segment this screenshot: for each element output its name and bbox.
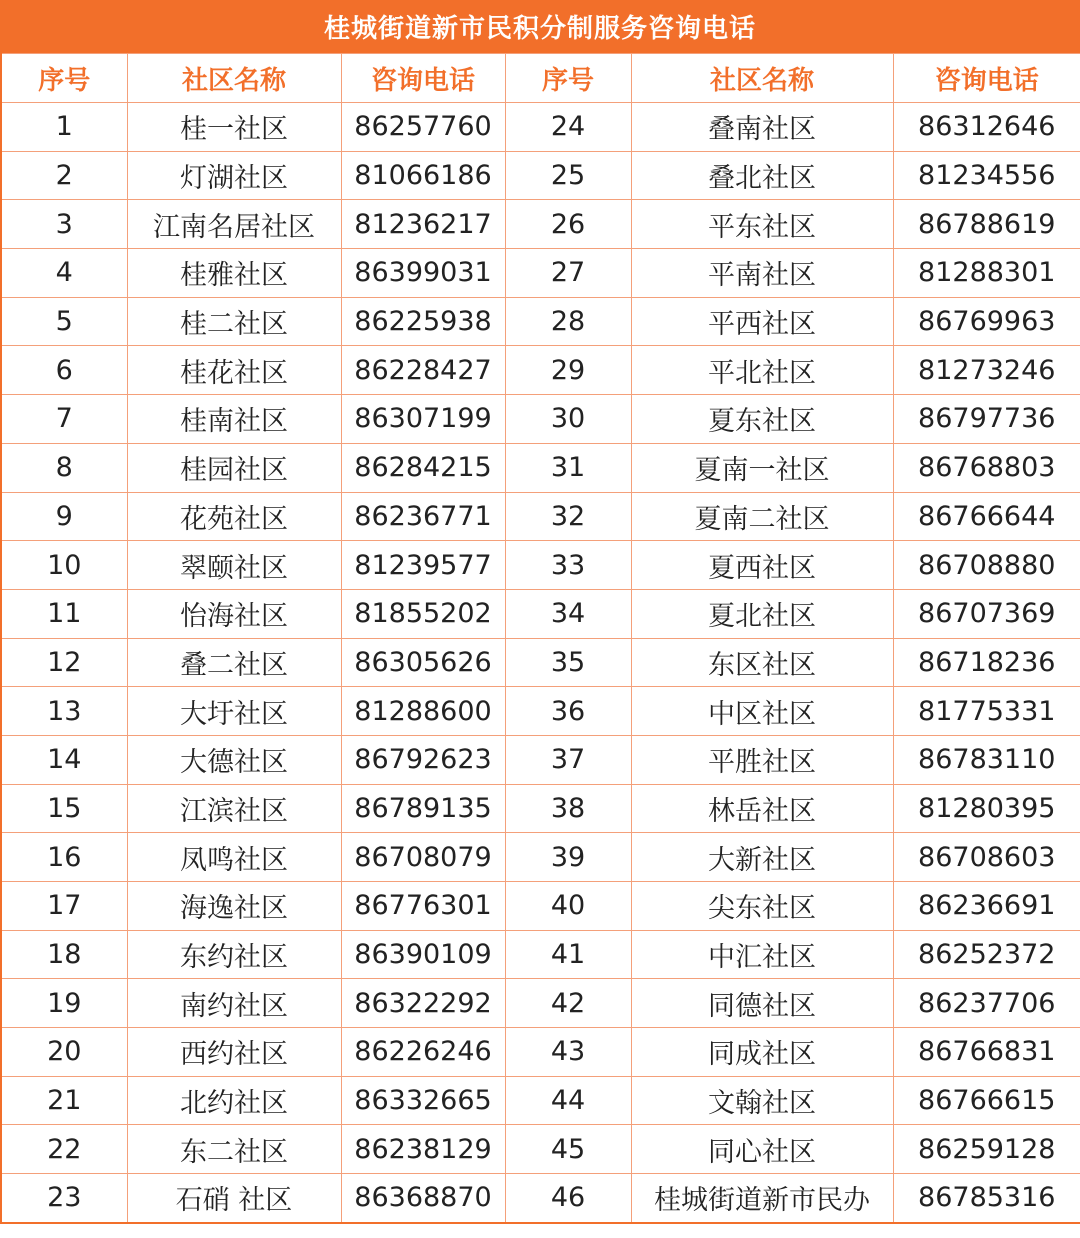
cell-phone: 86766644 xyxy=(893,492,1080,541)
cell-community-name: 桂一社区 xyxy=(127,103,341,152)
cell-index: 37 xyxy=(505,735,631,784)
cell-index: 34 xyxy=(505,589,631,638)
cell-phone: 86257760 xyxy=(341,103,505,152)
cell-phone: 86238129 xyxy=(341,1125,505,1174)
cell-phone: 86322292 xyxy=(341,979,505,1028)
cell-phone: 81288301 xyxy=(893,249,1080,298)
cell-index: 4 xyxy=(1,249,127,298)
header-community-name: 社区名称 xyxy=(127,54,341,103)
cell-index: 13 xyxy=(1,687,127,736)
cell-index: 40 xyxy=(505,882,631,931)
cell-index: 46 xyxy=(505,1174,631,1223)
cell-phone: 86783110 xyxy=(893,735,1080,784)
cell-phone: 86226246 xyxy=(341,1028,505,1077)
cell-community-name: 桂花社区 xyxy=(127,346,341,395)
cell-phone: 86708603 xyxy=(893,833,1080,882)
cell-index: 32 xyxy=(505,492,631,541)
cell-phone: 86766615 xyxy=(893,1076,1080,1125)
cell-phone: 81775331 xyxy=(893,687,1080,736)
cell-community-name: 桂园社区 xyxy=(127,443,341,492)
cell-index: 31 xyxy=(505,443,631,492)
header-phone: 咨询电话 xyxy=(893,54,1080,103)
cell-community-name: 东区社区 xyxy=(631,638,893,687)
cell-index: 23 xyxy=(1,1174,127,1223)
cell-community-name: 海逸社区 xyxy=(127,882,341,931)
table-row xyxy=(1,1076,1080,1125)
cell-phone: 86332665 xyxy=(341,1076,505,1125)
table-row xyxy=(1,687,1080,736)
cell-phone: 86307199 xyxy=(341,395,505,444)
cell-index: 3 xyxy=(1,200,127,249)
cell-phone: 86788619 xyxy=(893,200,1080,249)
cell-community-name: 叠二社区 xyxy=(127,638,341,687)
cell-phone: 86776301 xyxy=(341,882,505,931)
cell-community-name: 东二社区 xyxy=(127,1125,341,1174)
cell-index: 38 xyxy=(505,784,631,833)
cell-index: 14 xyxy=(1,735,127,784)
cell-index: 45 xyxy=(505,1125,631,1174)
cell-community-name: 桂雅社区 xyxy=(127,249,341,298)
cell-index: 28 xyxy=(505,297,631,346)
cell-community-name: 花苑社区 xyxy=(127,492,341,541)
table-row xyxy=(1,443,1080,492)
table-row xyxy=(1,833,1080,882)
contact-table xyxy=(0,53,1080,1224)
table-row xyxy=(1,1174,1080,1223)
cell-phone: 86237706 xyxy=(893,979,1080,1028)
cell-community-name: 尖东社区 xyxy=(631,882,893,931)
table-body xyxy=(1,103,1080,1223)
cell-phone: 81855202 xyxy=(341,589,505,638)
cell-phone: 81239577 xyxy=(341,541,505,590)
table-row xyxy=(1,638,1080,687)
cell-community-name: 文翰社区 xyxy=(631,1076,893,1125)
cell-index: 41 xyxy=(505,930,631,979)
cell-community-name: 南约社区 xyxy=(127,979,341,1028)
cell-phone: 86792623 xyxy=(341,735,505,784)
cell-phone: 81280395 xyxy=(893,784,1080,833)
cell-community-name: 叠北社区 xyxy=(631,151,893,200)
cell-phone: 86766831 xyxy=(893,1028,1080,1077)
cell-community-name: 桂二社区 xyxy=(127,297,341,346)
cell-index: 17 xyxy=(1,882,127,931)
cell-index: 20 xyxy=(1,1028,127,1077)
cell-index: 1 xyxy=(1,103,127,152)
cell-community-name: 大新社区 xyxy=(631,833,893,882)
cell-community-name: 中区社区 xyxy=(631,687,893,736)
cell-index: 24 xyxy=(505,103,631,152)
cell-index: 22 xyxy=(1,1125,127,1174)
cell-phone: 86708079 xyxy=(341,833,505,882)
cell-community-name: 江南名居社区 xyxy=(127,200,341,249)
table-row xyxy=(1,979,1080,1028)
cell-phone: 86399031 xyxy=(341,249,505,298)
cell-community-name: 平西社区 xyxy=(631,297,893,346)
cell-community-name: 北约社区 xyxy=(127,1076,341,1125)
cell-community-name: 夏西社区 xyxy=(631,541,893,590)
cell-community-name: 东约社区 xyxy=(127,930,341,979)
cell-index: 43 xyxy=(505,1028,631,1077)
table-row xyxy=(1,1125,1080,1174)
cell-index: 42 xyxy=(505,979,631,1028)
cell-phone: 86305626 xyxy=(341,638,505,687)
cell-index: 6 xyxy=(1,346,127,395)
table-row xyxy=(1,589,1080,638)
cell-phone: 86769963 xyxy=(893,297,1080,346)
cell-index: 11 xyxy=(1,589,127,638)
table-row xyxy=(1,930,1080,979)
cell-index: 16 xyxy=(1,833,127,882)
table-row xyxy=(1,297,1080,346)
cell-community-name: 同德社区 xyxy=(631,979,893,1028)
cell-phone: 86708880 xyxy=(893,541,1080,590)
cell-index: 12 xyxy=(1,638,127,687)
cell-index: 29 xyxy=(505,346,631,395)
cell-index: 10 xyxy=(1,541,127,590)
table-row xyxy=(1,1028,1080,1077)
cell-community-name: 同心社区 xyxy=(631,1125,893,1174)
table-row xyxy=(1,735,1080,784)
cell-community-name: 江滨社区 xyxy=(127,784,341,833)
cell-phone: 81066186 xyxy=(341,151,505,200)
cell-community-name: 夏南二社区 xyxy=(631,492,893,541)
cell-index: 8 xyxy=(1,443,127,492)
cell-index: 19 xyxy=(1,979,127,1028)
cell-phone: 86718236 xyxy=(893,638,1080,687)
table-row xyxy=(1,249,1080,298)
cell-index: 35 xyxy=(505,638,631,687)
header-index: 序号 xyxy=(1,54,127,103)
cell-community-name: 石硝 社区 xyxy=(127,1174,341,1223)
cell-phone: 81273246 xyxy=(893,346,1080,395)
cell-index: 21 xyxy=(1,1076,127,1125)
cell-phone: 86368870 xyxy=(341,1174,505,1223)
table-row xyxy=(1,784,1080,833)
cell-phone: 86252372 xyxy=(893,930,1080,979)
header-index: 序号 xyxy=(505,54,631,103)
cell-community-name: 平南社区 xyxy=(631,249,893,298)
cell-index: 26 xyxy=(505,200,631,249)
cell-phone: 86785316 xyxy=(893,1174,1080,1223)
cell-community-name: 平北社区 xyxy=(631,346,893,395)
table-row xyxy=(1,395,1080,444)
cell-index: 36 xyxy=(505,687,631,736)
header-community-name: 社区名称 xyxy=(631,54,893,103)
cell-community-name: 平东社区 xyxy=(631,200,893,249)
table-header-row xyxy=(1,54,1080,103)
cell-community-name: 林岳社区 xyxy=(631,784,893,833)
cell-community-name: 夏南一社区 xyxy=(631,443,893,492)
cell-index: 5 xyxy=(1,297,127,346)
cell-community-name: 同成社区 xyxy=(631,1028,893,1077)
cell-phone: 86236771 xyxy=(341,492,505,541)
table-row xyxy=(1,882,1080,931)
cell-phone: 86225938 xyxy=(341,297,505,346)
cell-index: 15 xyxy=(1,784,127,833)
cell-community-name: 平胜社区 xyxy=(631,735,893,784)
cell-index: 30 xyxy=(505,395,631,444)
cell-index: 33 xyxy=(505,541,631,590)
cell-phone: 86797736 xyxy=(893,395,1080,444)
cell-phone: 86312646 xyxy=(893,103,1080,152)
cell-community-name: 叠南社区 xyxy=(631,103,893,152)
cell-index: 9 xyxy=(1,492,127,541)
table-row xyxy=(1,346,1080,395)
cell-phone: 86228427 xyxy=(341,346,505,395)
cell-community-name: 大圩社区 xyxy=(127,687,341,736)
cell-community-name: 夏东社区 xyxy=(631,395,893,444)
cell-community-name: 大德社区 xyxy=(127,735,341,784)
cell-community-name: 灯湖社区 xyxy=(127,151,341,200)
table-row xyxy=(1,151,1080,200)
cell-index: 39 xyxy=(505,833,631,882)
cell-community-name: 怡海社区 xyxy=(127,589,341,638)
cell-index: 18 xyxy=(1,930,127,979)
table-row xyxy=(1,103,1080,152)
header-phone: 咨询电话 xyxy=(341,54,505,103)
page-title: 桂城街道新市民积分制服务咨询电话 xyxy=(0,0,1080,53)
table-row xyxy=(1,541,1080,590)
cell-phone: 86390109 xyxy=(341,930,505,979)
cell-phone: 81236217 xyxy=(341,200,505,249)
cell-index: 2 xyxy=(1,151,127,200)
cell-community-name: 翠颐社区 xyxy=(127,541,341,590)
cell-community-name: 桂南社区 xyxy=(127,395,341,444)
cell-community-name: 西约社区 xyxy=(127,1028,341,1077)
cell-phone: 86236691 xyxy=(893,882,1080,931)
cell-community-name: 凤鸣社区 xyxy=(127,833,341,882)
cell-index: 44 xyxy=(505,1076,631,1125)
cell-phone: 86284215 xyxy=(341,443,505,492)
table-row xyxy=(1,200,1080,249)
cell-phone: 81234556 xyxy=(893,151,1080,200)
cell-index: 25 xyxy=(505,151,631,200)
cell-phone: 86768803 xyxy=(893,443,1080,492)
cell-phone: 86789135 xyxy=(341,784,505,833)
cell-phone: 86707369 xyxy=(893,589,1080,638)
table-row xyxy=(1,492,1080,541)
cell-phone: 86259128 xyxy=(893,1125,1080,1174)
cell-phone: 81288600 xyxy=(341,687,505,736)
cell-community-name: 中汇社区 xyxy=(631,930,893,979)
cell-index: 27 xyxy=(505,249,631,298)
cell-community-name: 桂城街道新市民办 xyxy=(631,1174,893,1223)
cell-index: 7 xyxy=(1,395,127,444)
cell-community-name: 夏北社区 xyxy=(631,589,893,638)
